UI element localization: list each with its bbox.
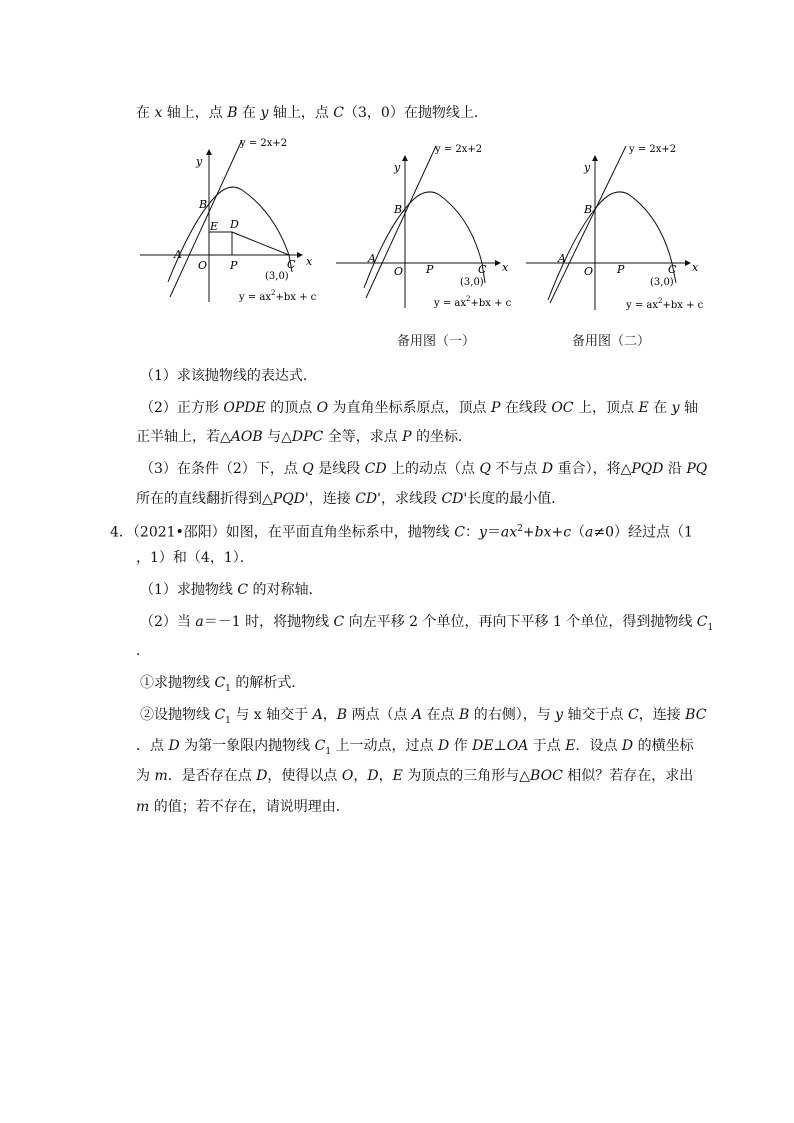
- svg-text:O: O: [394, 265, 404, 278]
- svg-text:P: P: [230, 259, 238, 272]
- svg-text:B: B: [584, 203, 593, 216]
- q3-part3-line1: （3）在条件（2）下，点 Q 是线段 CD 上的动点（点 Q 不与点 D 重合），将△PQD 沿 PQ: [140, 461, 708, 477]
- svg-text:(3,0): (3,0): [265, 271, 289, 282]
- parabola: [364, 192, 485, 288]
- svg-text:y: y: [394, 161, 401, 174]
- q4-part2-sub2-line4: m 的值；若不存在，请说明理由．: [136, 799, 350, 815]
- q4-part2-sub2-line2: ．点 D 为第一象限内抛物线 $C_1$ 上一动点，过点 D 作 DE⊥OA 于点 E．设点 D 的横坐标: [136, 738, 694, 757]
- q4-part2-sub1: ①求抛物线 $C_1$ 的解析式．: [140, 675, 306, 694]
- svg-text:y = 2x+2: y = 2x+2: [435, 144, 483, 155]
- svg-text:O: O: [198, 259, 208, 272]
- q4-stem-line2: ，1）和（4，1）．: [136, 550, 254, 566]
- svg-text:y: y: [196, 155, 203, 168]
- svg-text:B: B: [199, 198, 208, 211]
- svg-text:x: x: [306, 255, 313, 268]
- q4-part2-sub2-line3: 为 m．是否存在点 D，使得以点 O，D，E 为顶点的三角形与△BOC 相似？若存在，求出: [136, 768, 694, 784]
- intro-line: 在 x 轴上，点 B 在 y 轴上，点 C（3，0）在抛物线上．: [136, 105, 488, 121]
- square-opde: [209, 232, 232, 255]
- q4-stem-line1: 4．（2021•邵阳）如图，在平面直角坐标系中，抛物线 C：$y=ax^2+bx+c(a\ne 0)$经过点（1: [110, 524, 693, 541]
- q3-part2-line1: （2）正方形 OPDE 的顶点 O 为直角坐标系原点，顶点 P 在线段 OC 上，顶点 E 在 y 轴: [140, 400, 698, 416]
- svg-text:C: C: [287, 258, 296, 271]
- svg-text:(3,0): (3,0): [650, 277, 674, 288]
- svg-text:x: x: [692, 261, 699, 274]
- q3-part2-line2: 正半轴上，若△AOB 与△DPC 全等，求点 P 的坐标．: [136, 429, 473, 445]
- svg-text:O: O: [584, 265, 594, 278]
- figure-backup-1: [330, 138, 520, 318]
- q3-part3-line2: 所在的直线翻折得到△PQD'，连接 CD'，求线段 CD'长度的最小值．: [136, 491, 566, 507]
- figure-main: [132, 132, 322, 312]
- svg-text:D: D: [230, 218, 239, 231]
- caption-backup-2: 备用图（二）: [572, 334, 651, 349]
- svg-text:y = ax2+bx + c: $y = ax^2+bx + c$: [239, 289, 317, 303]
- svg-text:y = 2x+2: y = 2x+2: [240, 138, 288, 149]
- svg-text:C: C: [668, 263, 677, 276]
- svg-text:y = ax2+bx + c: $y = ax^2+bx + c$: [626, 297, 704, 311]
- svg-text:P: P: [426, 263, 434, 276]
- svg-text:A: A: [368, 252, 376, 265]
- svg-text:x: x: [502, 261, 509, 274]
- caption-backup-1: 备用图（一）: [397, 334, 476, 349]
- svg-text:C: C: [478, 263, 487, 276]
- q3-part1: （1）求该抛物线的表达式．: [140, 368, 317, 384]
- svg-text:y = ax2+bx + c: $y = ax^2+bx + c$: [434, 295, 512, 309]
- svg-text:B: B: [394, 203, 403, 216]
- svg-text:E: E: [210, 220, 219, 233]
- q4-part1: （1）求抛物线 C 的对称轴．: [140, 582, 323, 598]
- q4-part2-sub2-line1: ②设抛物线 $C_1$ 与 x 轴交于 A，B 两点（点 A 在点 B 的右侧），与 y 轴交于点 C，连接 BC: [140, 707, 707, 726]
- svg-text:y: y: [584, 161, 591, 174]
- svg-text:A: A: [174, 248, 182, 261]
- svg-text:(3,0): (3,0): [460, 277, 484, 288]
- figure-backup-2: [520, 138, 710, 318]
- q4-part2-line2: ．: [136, 643, 150, 659]
- svg-text:A: A: [558, 252, 566, 265]
- q4-part2-line1: （2）当 a＝－1 时，将抛物线 C 向左平移 2 个单位，再向下平移 1 个单位，得到抛物线 $C_1$: [140, 614, 714, 633]
- svg-text:P: P: [617, 263, 625, 276]
- svg-text:y = 2x+2: y = 2x+2: [629, 144, 677, 155]
